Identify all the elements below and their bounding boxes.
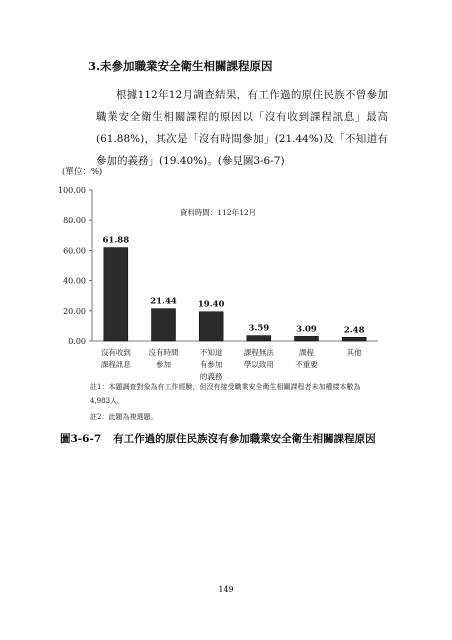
- x-category-label: 不知道: [199, 348, 223, 357]
- bar: [295, 336, 319, 341]
- x-category-label: 課程訊息: [100, 360, 131, 369]
- note-1-cont: 4,983人。: [90, 397, 125, 405]
- y-tick-label: 60.00: [63, 246, 86, 256]
- bar-value-label: 2.48: [343, 325, 365, 336]
- x-category-label: 參加: [156, 360, 171, 369]
- y-tick-label: 0.00: [68, 337, 86, 346]
- x-category-label: 課程: [299, 348, 314, 357]
- note-1: 註1：本題調查對象為有工作經驗，但沒有接受職業安全衛生相關課程者未加權樣本數為: [90, 383, 361, 391]
- unit-label: (單位：%): [62, 167, 103, 177]
- bar-value-label: 61.88: [102, 235, 130, 246]
- y-tick-label: 100.00: [58, 186, 86, 195]
- y-tick-label: 20.00: [63, 306, 86, 316]
- figure-title: 有工作過的原住民族沒有參加職業安全衛生相關課程原因: [113, 433, 376, 445]
- x-category-label: 學以致用: [243, 360, 274, 369]
- body-paragraph: [96, 84, 388, 172]
- bar-value-label: 21.44: [150, 296, 177, 307]
- bar: [152, 309, 176, 341]
- x-category-label: 沒有收到: [100, 348, 131, 357]
- bar-chart: [0, 180, 452, 380]
- y-tick-label: 40.00: [63, 276, 86, 286]
- x-category-label: 不重要: [295, 360, 318, 369]
- bar: [247, 336, 271, 341]
- bar-value-label: 3.09: [296, 324, 317, 335]
- x-category-label: 的義務: [199, 372, 223, 380]
- figure-caption: [60, 431, 376, 446]
- page-number: 149: [218, 585, 234, 594]
- x-category-label: 有參加: [199, 360, 223, 369]
- bar: [104, 248, 128, 341]
- bar-value-label: 3.59: [248, 323, 270, 334]
- y-tick-label: 80.00: [63, 216, 86, 226]
- section-heading: 3.未參加職業安全衛生相關課程原因: [88, 59, 273, 73]
- x-category-label: 其他: [346, 348, 362, 357]
- bar: [199, 312, 223, 341]
- x-category-label: 課程無法: [243, 348, 274, 357]
- paragraph-text: 根據112年12月調查結果，有工作過的原住民族不曾參加職業安全衛生相關課程的原因以「沒有收到課程訊息」最高(61.88%)，其次是「沒有時間參加」(21.44%)及「不知道有參加的義務」(19.40%)。(參見圖3-6-7): [96, 89, 388, 167]
- x-category-label: 沒有時間: [148, 348, 179, 357]
- chart-annotation: 資料時間：112年12月: [179, 208, 257, 217]
- note-2: 註2：此題為複選題。: [90, 413, 158, 421]
- bar-value-label: 19.40: [197, 299, 225, 310]
- figure-number: 圖3-6-7: [60, 433, 102, 445]
- bar: [342, 337, 366, 341]
